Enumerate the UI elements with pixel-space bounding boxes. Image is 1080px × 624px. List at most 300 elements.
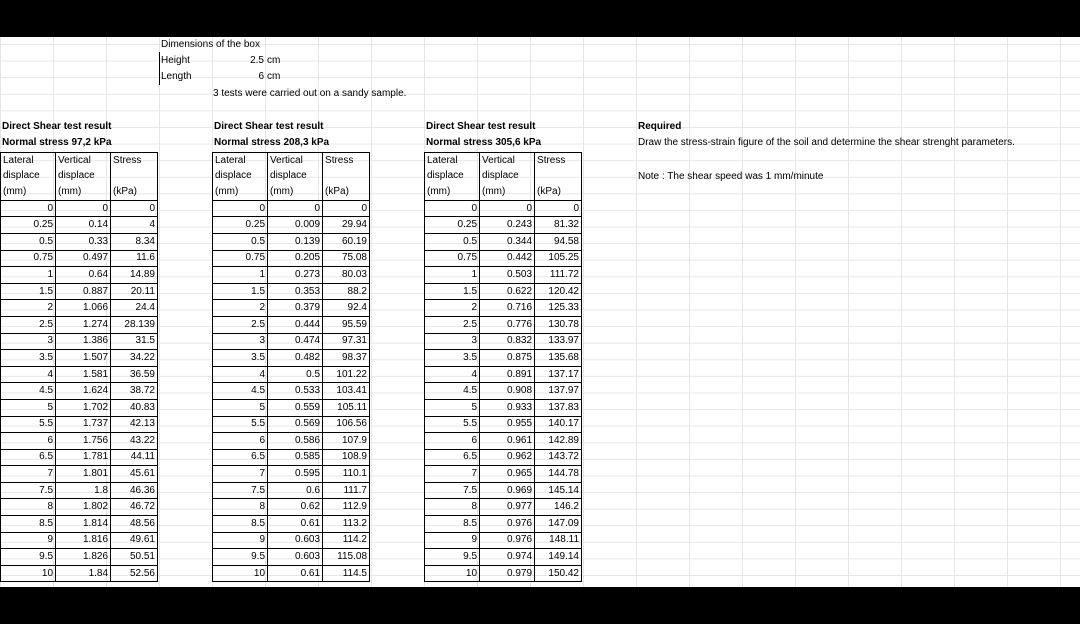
data-cell[interactable]: 40.83 — [111, 399, 158, 416]
data-cell[interactable]: 0 — [56, 200, 111, 217]
table-row — [213, 565, 370, 582]
header-cell[interactable]: displace — [268, 169, 323, 185]
header-cell[interactable]: (mm) — [56, 184, 111, 200]
data-cell[interactable]: 0.61 — [268, 516, 323, 533]
data-cell[interactable]: 0 — [1, 200, 56, 217]
data-cell[interactable]: 3 — [425, 333, 480, 350]
data-cell[interactable]: 0.62 — [268, 499, 323, 516]
data-cell[interactable]: 88.2 — [323, 283, 370, 300]
data-cell[interactable]: 0.353 — [268, 283, 323, 300]
header-cell[interactable]: displace — [480, 169, 535, 185]
data-cell[interactable]: 98.37 — [323, 350, 370, 367]
data-cell[interactable]: 0.622 — [480, 283, 535, 300]
data-cell[interactable]: 4.5 — [1, 383, 56, 400]
data-cell[interactable]: 36.59 — [111, 366, 158, 383]
test-title: Direct Shear test result — [426, 121, 536, 132]
data-cell[interactable]: 11.6 — [111, 250, 158, 267]
data-cell[interactable]: 0.5 — [268, 366, 323, 383]
data-cell[interactable]: 135.68 — [535, 350, 582, 367]
data-cell[interactable]: 92.4 — [323, 300, 370, 317]
data-cell[interactable]: 24.4 — [111, 300, 158, 317]
data-cell[interactable]: 0.976 — [480, 516, 535, 533]
data-cell[interactable]: 8.5 — [213, 516, 268, 533]
data-cell[interactable]: 42.13 — [111, 416, 158, 433]
data-cell[interactable]: 80.03 — [323, 267, 370, 284]
data-cell[interactable]: 48.56 — [111, 516, 158, 533]
table-row — [213, 383, 370, 400]
table-row — [1, 565, 158, 582]
table-row — [1, 217, 158, 234]
header-cell[interactable]: Stress — [323, 153, 370, 169]
data-cell[interactable]: 1.624 — [56, 383, 111, 400]
table-row — [425, 316, 582, 333]
data-cell[interactable]: 6.5 — [1, 449, 56, 466]
data-cell[interactable]: 0 — [111, 200, 158, 217]
table-row — [213, 449, 370, 466]
data-cell[interactable]: 9.5 — [425, 549, 480, 566]
data-cell[interactable]: 1.066 — [56, 300, 111, 317]
data-cell[interactable]: 31.5 — [111, 333, 158, 350]
table-row — [1, 366, 158, 383]
data-cell[interactable]: 0.75 — [1, 250, 56, 267]
header-cell[interactable]: Stress — [535, 153, 582, 169]
data-cell[interactable]: 0.61 — [268, 565, 323, 582]
data-cell[interactable]: 8 — [425, 499, 480, 516]
header-cell[interactable]: Vertical — [480, 153, 535, 169]
table-row — [213, 333, 370, 350]
data-cell[interactable]: 97.31 — [323, 333, 370, 350]
table-row — [1, 233, 158, 250]
data-cell[interactable]: 4.5 — [213, 383, 268, 400]
data-cell[interactable]: 0.75 — [425, 250, 480, 267]
data-cell[interactable]: 1.826 — [56, 549, 111, 566]
data-cell[interactable]: 1.781 — [56, 449, 111, 466]
table-row — [1, 333, 158, 350]
data-cell[interactable]: 5.5 — [1, 416, 56, 433]
data-cell[interactable]: 1.802 — [56, 499, 111, 516]
data-cell[interactable]: 0.344 — [480, 233, 535, 250]
data-cell[interactable]: 125.33 — [535, 300, 582, 317]
data-cell[interactable]: 145.14 — [535, 482, 582, 499]
table-row — [425, 449, 582, 466]
data-cell[interactable]: 0.974 — [480, 549, 535, 566]
data-cell[interactable]: 0.205 — [268, 250, 323, 267]
data-cell[interactable]: 1.5 — [1, 283, 56, 300]
data-cell[interactable]: 147.09 — [535, 516, 582, 533]
header-cell[interactable]: (kPa) — [323, 184, 370, 200]
header-cell[interactable]: displace — [213, 169, 268, 185]
data-cell[interactable]: 3 — [213, 333, 268, 350]
data-cell[interactable]: 142.89 — [535, 433, 582, 450]
table-row — [425, 499, 582, 516]
data-cell[interactable]: 0.603 — [268, 532, 323, 549]
normal-stress: Normal stress 305,6 kPa — [426, 137, 542, 148]
data-cell[interactable]: 9 — [213, 532, 268, 549]
test-table — [212, 152, 370, 582]
data-cell[interactable]: 0.955 — [480, 416, 535, 433]
data-cell[interactable]: 8 — [1, 499, 56, 516]
data-cell[interactable]: 9.5 — [213, 549, 268, 566]
header-cell[interactable]: (mm) — [425, 184, 480, 200]
test-title: Direct Shear test result — [214, 121, 324, 132]
data-cell[interactable]: 114.5 — [323, 565, 370, 582]
data-cell[interactable]: 3.5 — [1, 350, 56, 367]
data-cell[interactable]: 0 — [480, 200, 535, 217]
data-cell[interactable]: 107.9 — [323, 433, 370, 450]
data-cell[interactable]: 6 — [425, 433, 480, 450]
data-cell[interactable]: 103.41 — [323, 383, 370, 400]
data-cell[interactable]: 20.11 — [111, 283, 158, 300]
data-cell[interactable]: 2.5 — [213, 316, 268, 333]
data-cell[interactable]: 4 — [213, 366, 268, 383]
data-cell[interactable]: 0 — [323, 200, 370, 217]
data-cell[interactable]: 2 — [425, 300, 480, 317]
data-cell[interactable]: 1.84 — [56, 565, 111, 582]
data-cell[interactable]: 0.716 — [480, 300, 535, 317]
data-cell[interactable]: 148.11 — [535, 532, 582, 549]
data-cell[interactable]: 0.962 — [480, 449, 535, 466]
header-cell[interactable]: (mm) — [1, 184, 56, 200]
data-cell[interactable]: 75.08 — [323, 250, 370, 267]
data-cell[interactable]: 106.56 — [323, 416, 370, 433]
data-cell[interactable]: 1.702 — [56, 399, 111, 416]
data-cell[interactable]: 4 — [425, 366, 480, 383]
table-row — [213, 217, 370, 234]
header-row — [1, 169, 158, 185]
data-cell[interactable]: 0.832 — [480, 333, 535, 350]
header-cell[interactable]: Lateral — [425, 153, 480, 169]
data-cell[interactable]: 6.5 — [425, 449, 480, 466]
data-cell[interactable]: 130.78 — [535, 316, 582, 333]
header-cell[interactable]: (kPa) — [111, 184, 158, 200]
data-cell[interactable]: 105.11 — [323, 399, 370, 416]
data-cell[interactable]: 0 — [213, 200, 268, 217]
data-cell[interactable]: 1.5 — [213, 283, 268, 300]
data-cell[interactable]: 5.5 — [425, 416, 480, 433]
table-row — [425, 350, 582, 367]
data-cell[interactable]: 114.2 — [323, 532, 370, 549]
data-cell[interactable]: 0.33 — [56, 233, 111, 250]
data-cell[interactable]: 108.9 — [323, 449, 370, 466]
data-cell[interactable]: 1 — [1, 267, 56, 284]
data-cell[interactable]: 1.581 — [56, 366, 111, 383]
data-cell[interactable]: 0.497 — [56, 250, 111, 267]
data-cell[interactable]: 6.5 — [213, 449, 268, 466]
header-cell[interactable]: Lateral — [213, 153, 268, 169]
length-unit: cm — [267, 71, 281, 82]
data-cell[interactable]: 9.5 — [1, 549, 56, 566]
data-cell[interactable]: 44.11 — [111, 449, 158, 466]
data-cell[interactable]: 140.17 — [535, 416, 582, 433]
data-cell[interactable]: 0.5 — [425, 233, 480, 250]
data-cell[interactable]: 146.2 — [535, 499, 582, 516]
data-cell[interactable]: 7.5 — [1, 482, 56, 499]
table-row — [213, 399, 370, 416]
table-row — [425, 532, 582, 549]
table-row — [425, 283, 582, 300]
data-cell[interactable]: 0.585 — [268, 449, 323, 466]
data-cell[interactable]: 7.5 — [425, 482, 480, 499]
data-cell[interactable]: 4 — [1, 366, 56, 383]
table-row — [213, 532, 370, 549]
data-cell[interactable]: 0.243 — [480, 217, 535, 234]
data-cell[interactable]: 149.14 — [535, 549, 582, 566]
header-cell[interactable]: Vertical — [268, 153, 323, 169]
data-cell[interactable]: 3 — [1, 333, 56, 350]
data-cell[interactable]: 5 — [425, 399, 480, 416]
data-cell[interactable]: 2 — [1, 300, 56, 317]
data-cell[interactable]: 5 — [213, 399, 268, 416]
header-cell[interactable]: (kPa) — [535, 184, 582, 200]
data-cell[interactable]: 95.59 — [323, 316, 370, 333]
data-cell[interactable]: 0.908 — [480, 383, 535, 400]
data-cell[interactable]: 9 — [1, 532, 56, 549]
data-cell[interactable]: 0.586 — [268, 433, 323, 450]
data-cell[interactable]: 0.75 — [213, 250, 268, 267]
data-cell[interactable]: 34.22 — [111, 350, 158, 367]
data-cell[interactable]: 1.814 — [56, 516, 111, 533]
test-table — [424, 152, 582, 582]
data-cell[interactable]: 111.72 — [535, 267, 582, 284]
data-cell[interactable]: 7 — [1, 466, 56, 483]
table-row — [1, 300, 158, 317]
table-row — [1, 516, 158, 533]
data-cell[interactable]: 0.933 — [480, 399, 535, 416]
data-cell[interactable]: 0.559 — [268, 399, 323, 416]
data-cell[interactable]: 46.36 — [111, 482, 158, 499]
table-row — [425, 300, 582, 317]
data-cell[interactable]: 46.72 — [111, 499, 158, 516]
data-cell[interactable]: 0.875 — [480, 350, 535, 367]
data-cell[interactable]: 105.25 — [535, 250, 582, 267]
table-row — [425, 416, 582, 433]
table-row — [213, 466, 370, 483]
required-text: Draw the stress-strain figure of the soil and determine the shear strenght parameters. — [638, 137, 1015, 148]
data-cell[interactable]: 7 — [425, 466, 480, 483]
data-cell[interactable]: 0.273 — [268, 267, 323, 284]
data-cell[interactable]: 4.5 — [425, 383, 480, 400]
data-cell[interactable]: 4 — [111, 217, 158, 234]
height-label: Height — [161, 55, 190, 66]
table-row — [1, 466, 158, 483]
data-cell[interactable]: 0.25 — [1, 217, 56, 234]
table-row — [425, 333, 582, 350]
data-cell[interactable]: 0.603 — [268, 549, 323, 566]
data-cell[interactable]: 1 — [425, 267, 480, 284]
data-cell[interactable]: 150.42 — [535, 565, 582, 582]
data-cell[interactable]: 120.42 — [535, 283, 582, 300]
data-cell[interactable]: 45.61 — [111, 466, 158, 483]
header-cell[interactable]: (mm) — [268, 184, 323, 200]
table-row — [213, 433, 370, 450]
data-cell[interactable]: 1.756 — [56, 433, 111, 450]
header-row — [425, 153, 582, 169]
header-cell[interactable]: (mm) — [480, 184, 535, 200]
data-cell[interactable]: 113.2 — [323, 516, 370, 533]
table-row — [1, 449, 158, 466]
data-cell[interactable]: 0.977 — [480, 499, 535, 516]
data-cell[interactable]: 3.5 — [213, 350, 268, 367]
table-row — [213, 250, 370, 267]
header-cell[interactable]: Vertical — [56, 153, 111, 169]
data-cell[interactable]: 49.61 — [111, 532, 158, 549]
data-cell[interactable]: 0.25 — [213, 217, 268, 234]
table-row — [425, 549, 582, 566]
data-cell[interactable]: 5.5 — [213, 416, 268, 433]
table-row — [213, 316, 370, 333]
height-unit: cm — [267, 55, 281, 66]
data-cell[interactable]: 1.8 — [56, 482, 111, 499]
data-cell[interactable]: 0.6 — [268, 482, 323, 499]
data-cell[interactable]: 0.595 — [268, 466, 323, 483]
data-cell[interactable]: 137.97 — [535, 383, 582, 400]
data-cell[interactable]: 0.891 — [480, 366, 535, 383]
data-cell[interactable]: 10 — [425, 565, 480, 582]
header-cell[interactable] — [111, 169, 158, 185]
data-cell[interactable]: 0.474 — [268, 333, 323, 350]
normal-stress: Normal stress 208,3 kPa — [214, 137, 330, 148]
data-cell[interactable]: 0 — [425, 200, 480, 217]
data-cell[interactable]: 1.816 — [56, 532, 111, 549]
table-row — [213, 366, 370, 383]
data-cell[interactable]: 0.64 — [56, 267, 111, 284]
header-cell[interactable] — [535, 169, 582, 185]
table-row — [425, 233, 582, 250]
header-cell[interactable] — [323, 169, 370, 185]
data-cell[interactable]: 14.89 — [111, 267, 158, 284]
data-cell[interactable]: 81.32 — [535, 217, 582, 234]
data-cell[interactable]: 6 — [213, 433, 268, 450]
data-cell[interactable]: 60.19 — [323, 233, 370, 250]
data-cell[interactable]: 0.444 — [268, 316, 323, 333]
data-cell[interactable]: 0.961 — [480, 433, 535, 450]
data-cell[interactable]: 7 — [213, 466, 268, 483]
header-cell[interactable]: displace — [425, 169, 480, 185]
data-cell[interactable]: 1.801 — [56, 466, 111, 483]
data-cell[interactable]: 0.442 — [480, 250, 535, 267]
data-cell[interactable]: 1.5 — [425, 283, 480, 300]
header-row — [425, 184, 582, 200]
data-cell[interactable]: 0.776 — [480, 316, 535, 333]
data-cell[interactable]: 0.969 — [480, 482, 535, 499]
data-cell[interactable]: 10 — [213, 565, 268, 582]
data-cell[interactable]: 9 — [425, 532, 480, 549]
data-cell[interactable]: 38.72 — [111, 383, 158, 400]
bottom-bar — [0, 587, 1080, 624]
table-row — [1, 200, 158, 217]
table-row — [425, 217, 582, 234]
data-cell[interactable]: 8.5 — [1, 516, 56, 533]
data-cell[interactable]: 1.507 — [56, 350, 111, 367]
header-cell[interactable]: Stress — [111, 153, 158, 169]
data-cell[interactable]: 0.533 — [268, 383, 323, 400]
tests-note: 3 tests were carried out on a sandy sample. — [213, 88, 407, 99]
data-cell[interactable]: 8.34 — [111, 233, 158, 250]
data-cell[interactable]: 133.97 — [535, 333, 582, 350]
header-cell[interactable]: Lateral — [1, 153, 56, 169]
data-cell[interactable]: 2 — [213, 300, 268, 317]
table-row — [425, 433, 582, 450]
header-cell[interactable]: displace — [56, 169, 111, 185]
data-cell[interactable]: 111.7 — [323, 482, 370, 499]
data-cell[interactable]: 0.503 — [480, 267, 535, 284]
data-cell[interactable]: 5 — [1, 399, 56, 416]
data-cell[interactable]: 137.83 — [535, 399, 582, 416]
data-cell[interactable]: 0.379 — [268, 300, 323, 317]
header-row — [1, 153, 158, 169]
data-cell[interactable]: 0 — [535, 200, 582, 217]
data-cell[interactable]: 110.1 — [323, 466, 370, 483]
header-row — [1, 184, 158, 200]
data-cell[interactable]: 0.569 — [268, 416, 323, 433]
data-cell[interactable]: 7.5 — [213, 482, 268, 499]
data-cell[interactable]: 1.274 — [56, 316, 111, 333]
data-cell[interactable]: 137.17 — [535, 366, 582, 383]
table-row — [1, 416, 158, 433]
table-row — [213, 549, 370, 566]
normal-stress: Normal stress 97,2 kPa — [2, 137, 112, 148]
data-cell[interactable]: 0 — [268, 200, 323, 217]
data-cell[interactable]: 29.94 — [323, 217, 370, 234]
data-cell[interactable]: 0.887 — [56, 283, 111, 300]
data-cell[interactable]: 144.78 — [535, 466, 582, 483]
header-cell[interactable]: displace — [1, 169, 56, 185]
data-cell[interactable]: 2.5 — [1, 316, 56, 333]
data-cell[interactable]: 115.08 — [323, 549, 370, 566]
data-cell[interactable]: 1.737 — [56, 416, 111, 433]
data-cell[interactable]: 8 — [213, 499, 268, 516]
data-cell[interactable]: 101.22 — [323, 366, 370, 383]
data-cell[interactable]: 1.386 — [56, 333, 111, 350]
data-cell[interactable]: 112.9 — [323, 499, 370, 516]
test-table — [0, 152, 158, 582]
top-bar — [0, 0, 1080, 37]
header-row — [425, 169, 582, 185]
data-cell[interactable]: 3.5 — [425, 350, 480, 367]
data-cell[interactable]: 0.139 — [268, 233, 323, 250]
data-cell[interactable]: 0.976 — [480, 532, 535, 549]
data-cell[interactable]: 50.51 — [111, 549, 158, 566]
table-row — [425, 516, 582, 533]
data-cell[interactable]: 0.25 — [425, 217, 480, 234]
table-row — [425, 466, 582, 483]
data-cell[interactable]: 52.56 — [111, 565, 158, 582]
data-cell[interactable]: 6 — [1, 433, 56, 450]
data-cell[interactable]: 0.14 — [56, 217, 111, 234]
data-cell[interactable]: 0.482 — [268, 350, 323, 367]
table-row — [1, 250, 158, 267]
header-row — [213, 169, 370, 185]
header-cell[interactable]: (mm) — [213, 184, 268, 200]
data-cell[interactable]: 1 — [213, 267, 268, 284]
data-cell[interactable]: 94.58 — [535, 233, 582, 250]
data-cell[interactable]: 0.979 — [480, 565, 535, 582]
data-cell[interactable]: 0.965 — [480, 466, 535, 483]
test-title: Direct Shear test result — [2, 121, 112, 132]
data-cell[interactable]: 143.72 — [535, 449, 582, 466]
data-cell[interactable]: 0.5 — [1, 233, 56, 250]
length-value: 6 — [258, 71, 264, 82]
data-cell[interactable]: 28.139 — [111, 316, 158, 333]
data-cell[interactable]: 0.009 — [268, 217, 323, 234]
data-cell[interactable]: 0.5 — [213, 233, 268, 250]
table-row — [1, 283, 158, 300]
data-cell[interactable]: 8.5 — [425, 516, 480, 533]
data-cell[interactable]: 43.22 — [111, 433, 158, 450]
data-cell[interactable]: 10 — [1, 565, 56, 582]
data-cell[interactable]: 2.5 — [425, 316, 480, 333]
spreadsheet[interactable] — [0, 37, 1080, 587]
